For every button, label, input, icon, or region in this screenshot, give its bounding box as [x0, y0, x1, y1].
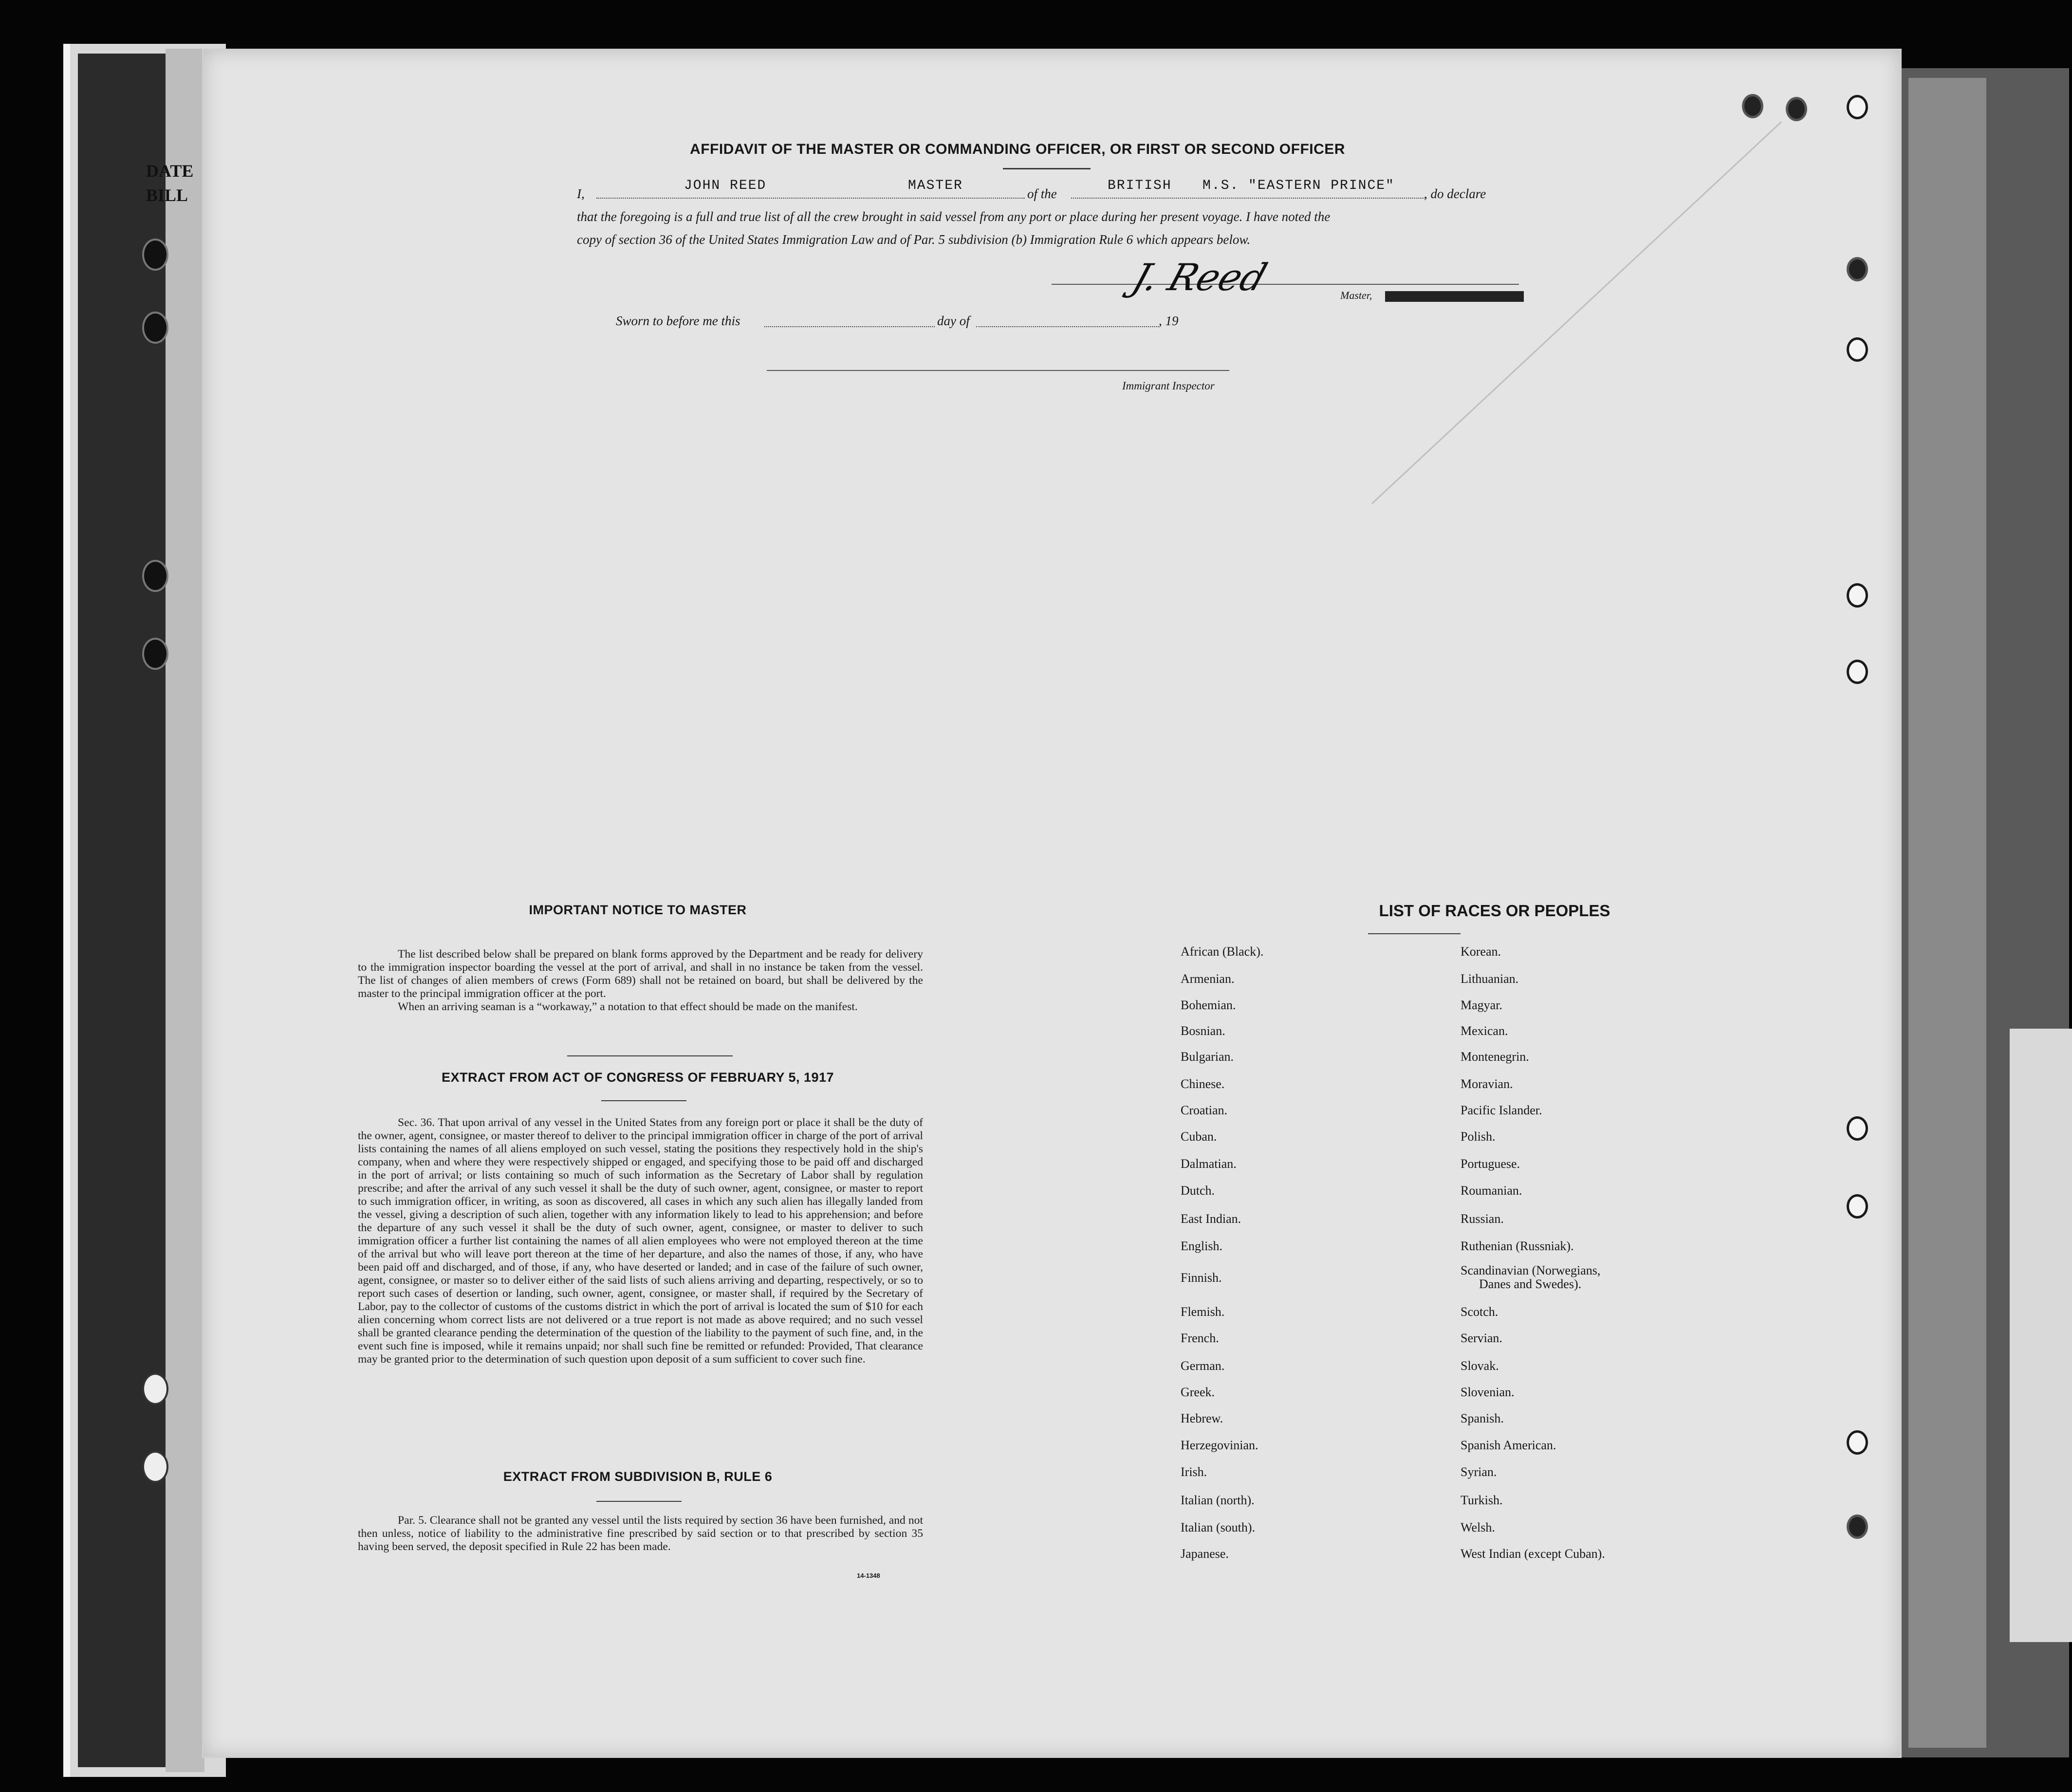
race-right-item: Spanish American. — [1461, 1438, 1556, 1452]
race-left-item: English. — [1181, 1239, 1222, 1253]
master-signature: J. Reed — [1127, 256, 1273, 299]
race-left-item: Cuban. — [1181, 1129, 1217, 1144]
punch-hole — [1847, 1430, 1868, 1455]
races-title: LIST OF RACES OR PEOPLES — [1379, 902, 1610, 920]
inspector-signature-line — [767, 370, 1229, 371]
race-right-item: Portuguese. — [1461, 1157, 1520, 1171]
race-right-item: Montenegrin. — [1461, 1050, 1529, 1064]
race-left-item: East Indian. — [1181, 1212, 1241, 1226]
binder-hole — [142, 1451, 168, 1483]
binder-hole — [142, 239, 168, 271]
punch-hole — [1847, 95, 1868, 119]
race-right-item: Spanish. — [1461, 1411, 1504, 1425]
section-36-text: Sec. 36. That upon arrival of any vessel in the United States from any foreign port or place it shall be the duty of the owner, agent, consignee, or master thereof to deliver to the principal immigration officer in charge of the port of arrival lists containing the names of all aliens employed on such vessel, stating the positions they respectively hold in the ship's company, when and where they were respectively shipped or engaged, and specifying those to be paid off and discharged in the port of arrival; or lists containing so much of such information as the Secretary of Labor shall by regulation prescribe; and after the arrival of any such vessel it shall be the duty of such owner, agent, consignee, or master to report to such immigration officer, in writing, as soon as discovered, all cases in which any such alien has illegally landed from the vessel, giving a description of such alien, together with any information likely to lead to his apprehension; and before the departure of any such vessel it shall be the duty of such owner, agent, consignee, or master to deliver to such immigration officer a further list containing the names of all alien employees who were not employed thereon at the time of the arrival but who will leave port thereon at the time of her departure, and also the names of those, if any, who have been paid off and discharged, and of those, if any, who have deserted or landed; and in case of the failure of such owner, agent, consignee, or master so to deliver either of the said lists of such aliens arriving and departing, respectively, or so to report such cases of desertion or landing, such owner, agent, consignee, or master shall, if required by the Secretary of Labor, pay to the collector of customs of the customs district in which the port of arrival is located the sum of $10 for each alien concerning whom correct lists are not delivered or a true report is not made as above required; and no such vessel shall be granted clearance pending the determination of the question of the liability to the payment of such fine, and, in the event such fine is imposed, while it remains unpaid; nor shall such fine be remitted or refunded: Provided, That clearance may be granted prior to the determination of such question upon deposit of a sum sufficient to cover such fine. — [358, 1116, 923, 1366]
race-right-item: West Indian (except Cuban). — [1461, 1547, 1605, 1561]
declaration-line-3: copy of section 36 of the United States Immigration Law and of Par. 5 subdivision (b) Immigration Rule 6 which appears below. — [577, 232, 1251, 247]
officer-rank: MASTER — [908, 178, 963, 193]
title-rule — [1003, 168, 1091, 169]
punch-hole — [1786, 97, 1807, 121]
notice-body — [358, 948, 923, 1014]
race-left-item: Irish. — [1181, 1465, 1207, 1479]
name-line — [596, 197, 1025, 199]
stub-label-date: DATE — [146, 161, 194, 181]
race-right-item: Syrian. — [1461, 1465, 1497, 1479]
race-left-item: Dalmatian. — [1181, 1157, 1237, 1171]
punch-hole — [1847, 1194, 1868, 1219]
race-left-item: Italian (south). — [1181, 1520, 1256, 1534]
race-right-item: Ruthenian (Russniak). — [1461, 1239, 1574, 1253]
page-tab — [2010, 1029, 2072, 1642]
race-right-item: Turkish. — [1461, 1493, 1503, 1507]
stub-label-bill: BILL — [146, 185, 188, 205]
notice-paragraph-1: The list described below shall be prepared on blank forms approved by the Department and be ready for delivery to the immigration inspector boarding the vessel at the port of arrival, and shall in no instance be taken from the vessel. The list of changes of alien members of crews (Form 689) shall not be retained on board, but shall be delivered by the master to the principal immigration officer at the port. — [358, 948, 923, 1000]
binder-hole — [142, 560, 168, 592]
race-right-item: Korean. — [1461, 944, 1501, 959]
signature-line — [1052, 284, 1519, 285]
race-left-item: African (Black). — [1181, 944, 1264, 959]
binder-hole — [142, 312, 168, 344]
race-right-item: Moravian. — [1461, 1077, 1513, 1091]
divider-rule — [1368, 933, 1461, 934]
inspector-label: Immigrant Inspector — [1122, 380, 1215, 392]
race-left-item: Italian (north). — [1181, 1493, 1255, 1507]
vessel-line — [1071, 197, 1426, 199]
divider-rule — [567, 1055, 733, 1056]
paper-crease — [1371, 121, 1782, 504]
act-extract-title: EXTRACT FROM ACT OF CONGRESS OF FEBRUARY 5, 1917 — [441, 1070, 834, 1085]
race-right-item: Scotch. — [1461, 1305, 1498, 1319]
signature-title: Master, — [1340, 289, 1372, 301]
race-right-item: Servian. — [1461, 1331, 1502, 1345]
divider-rule — [601, 1100, 686, 1101]
master-name: JOHN REED — [684, 178, 767, 193]
affidavit-i-label: I, — [577, 186, 585, 201]
race-right-item: Polish. — [1461, 1129, 1496, 1144]
race-left-item: Bohemian. — [1181, 998, 1236, 1012]
par-5-text: Par. 5. Clearance shall not be granted any vessel until the lists required by section 36 have been furnished, and not then unless, notice of liability to the administrative fine prescribed by said section or to that prescribed by section 35 having been served, the deposit specified in Rule 22 has been made. — [358, 1514, 923, 1553]
race-left-item: Hebrew. — [1181, 1411, 1223, 1425]
race-left-item: Herzegovinian. — [1181, 1438, 1258, 1452]
race-left-item: Croatian. — [1181, 1103, 1228, 1117]
binder-hole — [142, 1373, 168, 1405]
race-left-item: Greek. — [1181, 1385, 1215, 1399]
day-of-label: day of — [937, 314, 970, 328]
race-right-item: Russian. — [1461, 1212, 1504, 1226]
race-left-item: Japanese. — [1181, 1547, 1229, 1561]
race-right-item: Slovak. — [1461, 1359, 1499, 1373]
race-right-item: Welsh. — [1461, 1520, 1495, 1534]
punch-hole — [1847, 257, 1868, 281]
rule-extract-title: EXTRACT FROM SUBDIVISION B, RULE 6 — [503, 1469, 773, 1484]
vessel-name: M.S. "EASTERN PRINCE" — [1202, 178, 1395, 193]
race-left-item: French. — [1181, 1331, 1219, 1345]
binder-shadow — [78, 54, 166, 1767]
race-left-item: Dutch. — [1181, 1183, 1215, 1198]
punch-hole — [1847, 1116, 1868, 1141]
race-left-item: Bosnian. — [1181, 1024, 1225, 1038]
right-margin-fold — [1908, 78, 1986, 1748]
punch-hole — [1847, 660, 1868, 684]
sworn-month-line — [976, 325, 1159, 327]
year-label: , 19 — [1159, 314, 1179, 328]
race-left-item: German. — [1181, 1359, 1225, 1373]
notice-paragraph-2: When an arriving seaman is a “workaway,” a notation to that effect should be made on the manifest. — [398, 1000, 858, 1013]
race-right-item: Lithuanian. — [1461, 972, 1519, 986]
form-number: 14-1348 — [857, 1572, 880, 1579]
race-left-item: Bulgarian. — [1181, 1050, 1234, 1064]
race-right-item: Mexican. — [1461, 1024, 1508, 1038]
divider-rule — [596, 1501, 682, 1502]
race-right-item: Pacific Islander. — [1461, 1103, 1542, 1117]
race-right-item: Magyar. — [1461, 998, 1502, 1012]
race-left-item: Chinese. — [1181, 1077, 1225, 1091]
sworn-day-line — [764, 325, 935, 327]
act-extract-body — [358, 1116, 923, 1366]
of-the-label: of the — [1027, 186, 1057, 201]
race-left-item: Flemish. — [1181, 1305, 1225, 1319]
affidavit-title: AFFIDAVIT OF THE MASTER OR COMMANDING OFFICER, OR FIRST OR SECOND OFFICER — [690, 141, 1345, 157]
do-declare-label: , do declare — [1424, 186, 1486, 201]
race-right-item: Slovenian. — [1461, 1385, 1515, 1399]
binder-page-stack — [166, 49, 204, 1772]
race-right-item: Scandinavian (Norwegians, — [1461, 1263, 1601, 1277]
struck-out-title — [1385, 291, 1524, 302]
race-right-item-continued: Danes and Swedes). — [1479, 1277, 1582, 1291]
punch-hole — [1742, 94, 1763, 118]
rule-extract-body — [358, 1514, 923, 1553]
race-right-item: Roumanian. — [1461, 1183, 1522, 1198]
punch-hole — [1847, 583, 1868, 608]
punch-hole — [1847, 337, 1868, 362]
binder-hole — [142, 638, 168, 670]
race-left-item: Armenian. — [1181, 972, 1235, 986]
race-left-item: Finnish. — [1181, 1271, 1222, 1285]
declaration-line-2: that the foregoing is a full and true list of all the crew brought in said vessel from any port or place during her present voyage. I have noted the — [577, 209, 1331, 224]
notice-title: IMPORTANT NOTICE TO MASTER — [529, 903, 747, 917]
vessel-nationality: BRITISH — [1108, 178, 1172, 193]
punch-hole — [1847, 1515, 1868, 1539]
sworn-label: Sworn to before me this — [616, 314, 740, 328]
